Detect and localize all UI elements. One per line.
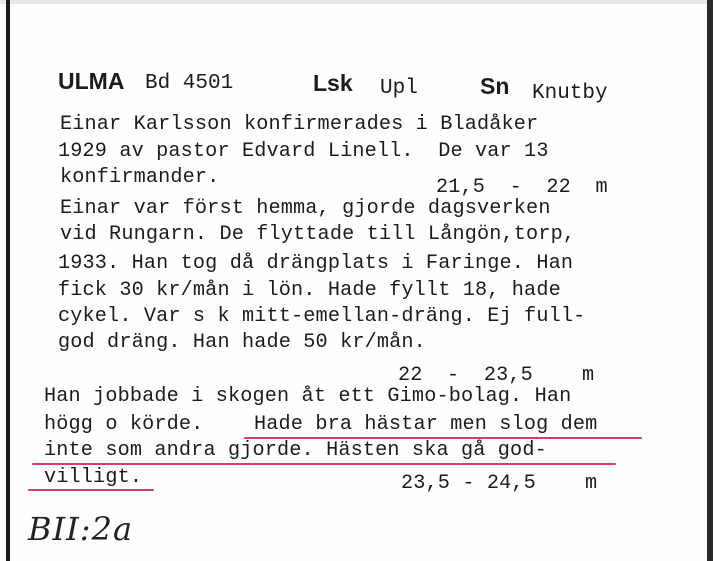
- body-line-6: 1933. Han tog då drängplats i Faringe. Han: [58, 252, 574, 275]
- header-ulma: ULMA: [58, 68, 125, 94]
- header-sn-value: Knutby: [532, 82, 608, 105]
- body-line-7: fick 30 kr/mån i lön. Hade fyllt 18, hade: [58, 279, 561, 302]
- body-line-1: Einar Karlsson konfirmerades i Bladåker: [60, 113, 539, 136]
- body-line-5: vid Rungarn. De flyttade till Långön,torp,: [60, 223, 576, 246]
- underline-1: [244, 437, 642, 439]
- body-line-13: villigt.: [44, 466, 143, 489]
- underline-3: [28, 489, 154, 491]
- measurement-2: 22 - 23,5 m: [398, 364, 595, 387]
- body-line-2: 1929 av pastor Edvard Linell. De var 13: [58, 140, 549, 163]
- body-line-8: cykel. Var s k mitt-emellan-dräng. Ej full-: [58, 305, 586, 328]
- body-line-11b: Hade bra hästar men slog dem: [254, 413, 598, 436]
- underline-2: [32, 463, 616, 465]
- header-sn-label: Sn: [480, 73, 510, 99]
- card-right-edge: [707, 0, 713, 561]
- header-lsk-value: Upl: [380, 77, 418, 100]
- header-bd-number: Bd 4501: [145, 72, 234, 95]
- body-line-10: Han jobbade i skogen åt ett Gimo-bolag. Han: [44, 385, 572, 408]
- body-line-12: inte som andra gjorde. Hästen ska gå god-: [44, 439, 547, 462]
- measurement-3: 23,5 - 24,5 m: [401, 472, 598, 495]
- body-line-3: konfirmander.: [60, 166, 220, 189]
- measurement-1: 21,5 - 22 m: [436, 176, 608, 199]
- card-top-edge: [0, 0, 713, 4]
- body-line-9: god dräng. Han hade 50 kr/mån.: [58, 331, 426, 354]
- body-line-11a: högg o körde.: [44, 413, 204, 436]
- archive-code: BII:2a: [28, 510, 134, 548]
- header-lsk-label: Lsk: [313, 70, 353, 96]
- body-line-4: Einar var först hemma, gjorde dagsverken: [60, 197, 551, 220]
- card-left-edge: [6, 0, 10, 561]
